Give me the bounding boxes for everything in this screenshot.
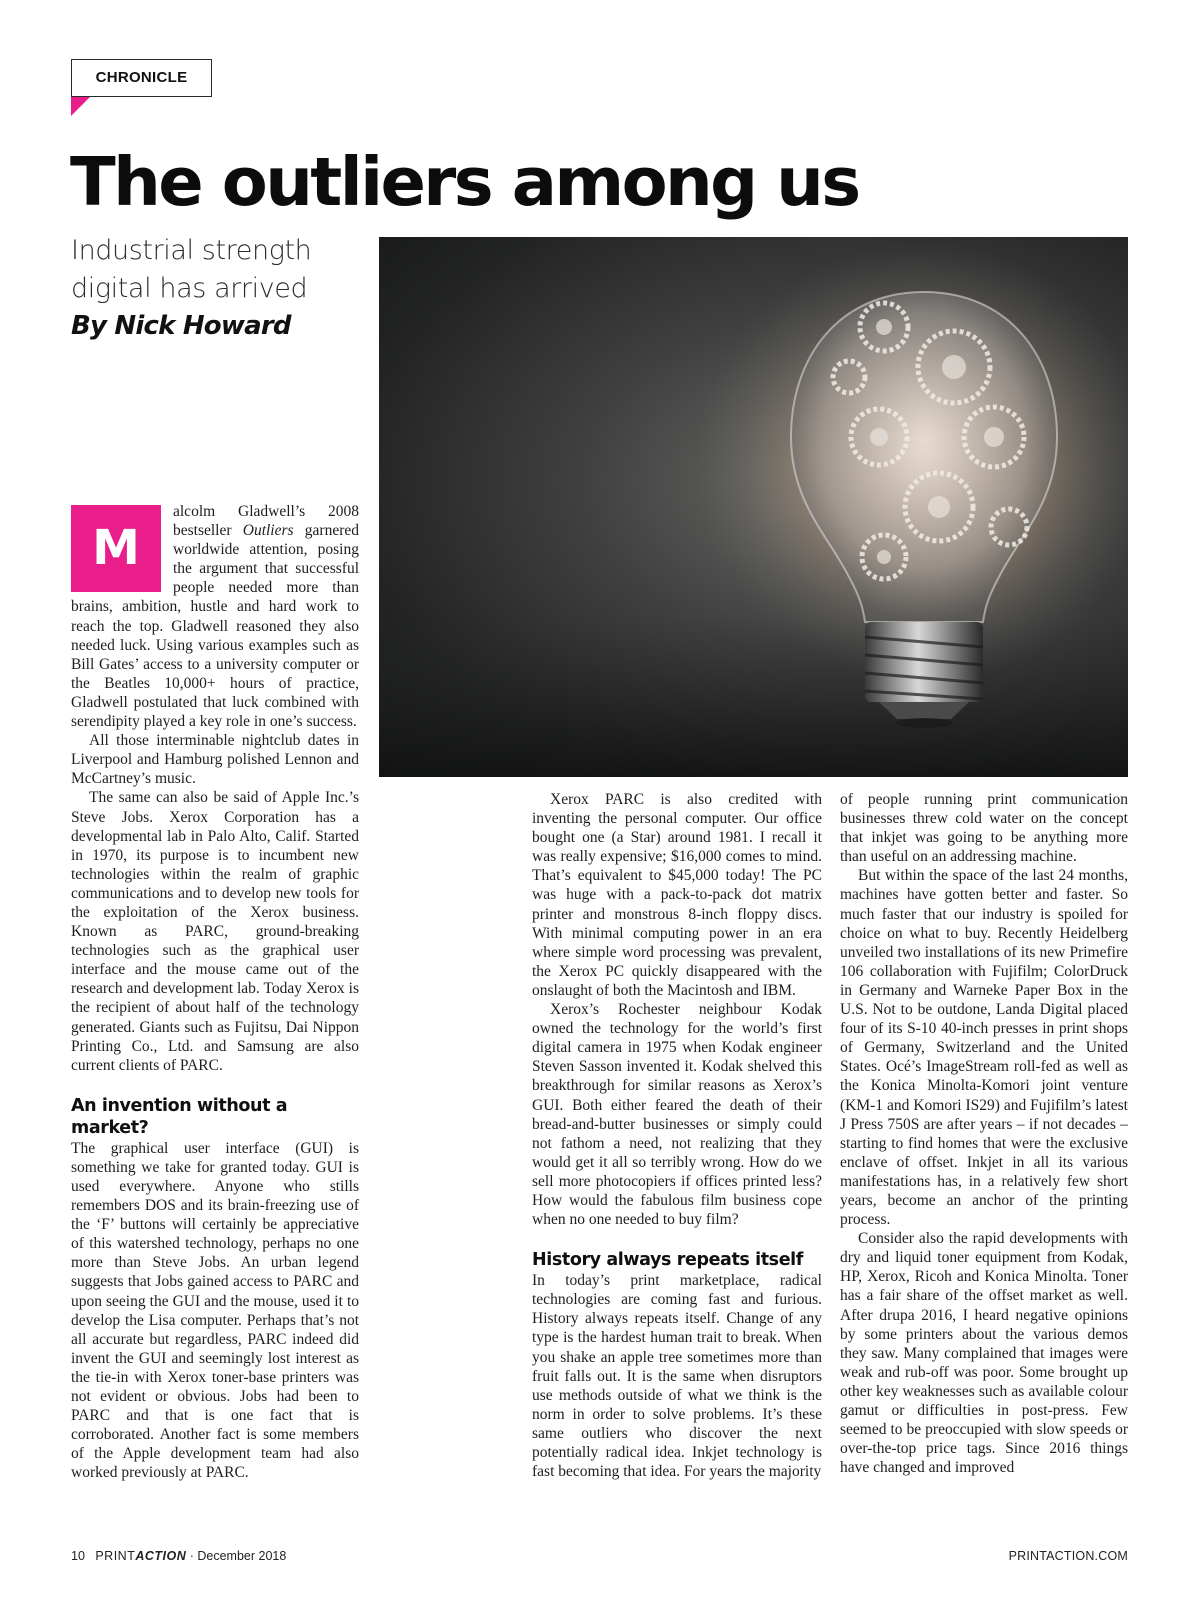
paragraph-text: alcolm Gladwell’s 2008 bestseller xyxy=(173,503,359,540)
lightbulb-with-gears-icon xyxy=(379,237,1128,777)
article-title: The outliers among us xyxy=(70,143,859,221)
paragraph: All those interminable nightclub dates in Liverpool and Hamburg polished Lennon and McCartney’s music. xyxy=(71,732,359,788)
paragraph: The graphical user interface (GUI) is something we take for granted today. GUI is used everywhere. Anyone who stills remembers DOS and its brain-freezing use of the ‘F’ buttons will certainly be appreciative of this watershed technology, perhaps no one more than Steve Jobs. An urban legend suggests that Jobs gained access to PARC and upon seeing the GUI and the mouse, used it to develop the Lisa computer. Perhaps that’s not all accurate but regardless, PARC indeed did invent the GUI and seemingly lost interest as the tie-in with Xerox toner-base printers was not evident or obvious. Jobs had been to PARC and that is one fact that is corroborated. Another fact is some members of the Apple development team had also worked previously at PARC. xyxy=(71,1139,359,1482)
article-column-2 xyxy=(532,790,822,1481)
article-column-3 xyxy=(840,790,1128,1477)
magazine-name xyxy=(95,1549,186,1563)
article-subtitle: Industrial strength digital has arrived xyxy=(71,235,312,304)
section-heading: History always repeats itself xyxy=(532,1250,803,1271)
paragraph: Consider also the rapid developments with dry and liquid toner equipment from Kodak, HP, Xerox, Ricoh and Konica Minolta. Toner has a fair share of the offset market as well. After drupa 2016, I heard negative opinions by some printers about the various demos they saw. Many complained that images were weak and rub-off was poor. Some brought up other key weaknesses such as available colour gamut or difficulties in post-press. Few seemed to be preoccupied with slow speeds or over-the-top price tags. Since 2016 things have changed and improved xyxy=(840,1230,1128,1477)
paragraph: The same can also be said of Apple Inc.’s Steve Jobs. Xerox Corporation has a developmental lab in Palo Alto, Calif. Started in 1970, its purpose is to incumbent new technologies within the realm of graphic communications and to develop new tools for the exploitation of the Xerox business. Known as PARC, ground-breaking technologies such as the graphical user interface and the mouse came out of the research and development lab. Today Xerox is the recipient of about half of the technology generated. Giants such as Fujitsu, Dai Nippon Printing Co., Ltd. and Samsung are also current clients of PARC. xyxy=(71,789,359,1074)
paragraph: of people running print communication businesses threw cold water on the concept that inkjet was going to be anything more than useful on an addressing machine. xyxy=(840,791,1128,866)
paragraph: Xerox’s Rochester neighbour Kodak owned the technology for the world’s first digital camera in 1975 when Kodak engineer Steven Sasson invented it. Kodak shelved this breakthrough for similar reasons as Xerox’s GUI. Both either feared the death of their bread-and-butter businesses or simply could not fathom a need, not realizing that they would get it all so terribly wrong. How do we sell more photocopiers if offices printed less? How would the fabulous film business cope when no one needed to buy film? xyxy=(532,1001,822,1229)
hero-image xyxy=(379,237,1128,777)
article-column-1 xyxy=(71,502,359,1483)
brand-action: ACTION xyxy=(135,1549,187,1563)
section-label: CHRONICLE xyxy=(71,59,212,97)
paragraph xyxy=(71,502,359,731)
article-byline: By Nick Howard xyxy=(71,311,291,341)
paragraph: In today’s print marketplace, radical technologies are coming fast and furious. History always repeats itself. Change of any type is the hardest human trait to break. When you shake an apple tree sometimes more than fruit falls out. It is the same when disruptors use methods outside of what we think is the norm in order to solve problems. It’s these same outliers who discover the next potentially radical idea. Inkjet technology is fast becoming that idea. For years the majority xyxy=(532,1272,822,1481)
paragraph: Xerox PARC is also credited with inventing the personal computer. Our office bought one (a Star) around 1981. I recall it was really expensive; $16,000 comes to mind. That’s equivalent to $45,000 today! The PC was huge with a pack-to-pack dot matrix printer and monstrous 8-inch floppy discs. With minimal computing power in an era where simple word processing was prevalent, the Xerox PC quickly disappeared with the onslaught of both the Macintosh and IBM. xyxy=(532,791,822,999)
section-heading: An invention without a market? xyxy=(71,1095,288,1138)
page-footer xyxy=(71,1549,286,1563)
paragraph: But within the space of the last 24 months, machines have gotten better and faster. So much faster that our industry is spoiled for choice on what to buy. Recently Heidelberg unveiled two installations of its new Primefire 106 collaboration with Fujifilm; ColorDruck in Germany and Warneke Paper Box in the U.S. Not to be outdone, Landa Digital placed four of its S-10 40-inch presses in print shops of Germany, Switzerland and the United States. Océ’s ImageStream roll-fed as well as the Konica Minolta-Komori joint venture (KM-1 and Komori IS29) and Fujifilm’s latest J Press 750S are after years – if not decades – starting to find homes that were the exclusive enclave of offset. Inkjet in all its various manifestations has, in a relatively few short years, become an anchor of the printing process. xyxy=(840,867,1128,1229)
website-url[interactable]: PRINTACTION.COM xyxy=(1008,1549,1128,1563)
drop-cap: M xyxy=(71,505,161,592)
issue-date: · December 2018 xyxy=(186,1549,287,1563)
brand-print: PRINT xyxy=(95,1549,136,1563)
page-number: 10 xyxy=(71,1549,85,1563)
section-label-corner-accent xyxy=(71,97,90,116)
paragraph-text: garnered worldwide attention, posing the argument that successful people needed more than brains, ambition, hustle and hard work to reach the top. Gladwell reasoned they also needed luck. Using various examples such as Bill Gates’ access to a university computer or the Beatles 10,000+ hours of practice, Gladwell postulated that luck combined with serendipity played a key role in one’s success. xyxy=(71,522,359,731)
book-title: Outliers xyxy=(242,522,294,540)
